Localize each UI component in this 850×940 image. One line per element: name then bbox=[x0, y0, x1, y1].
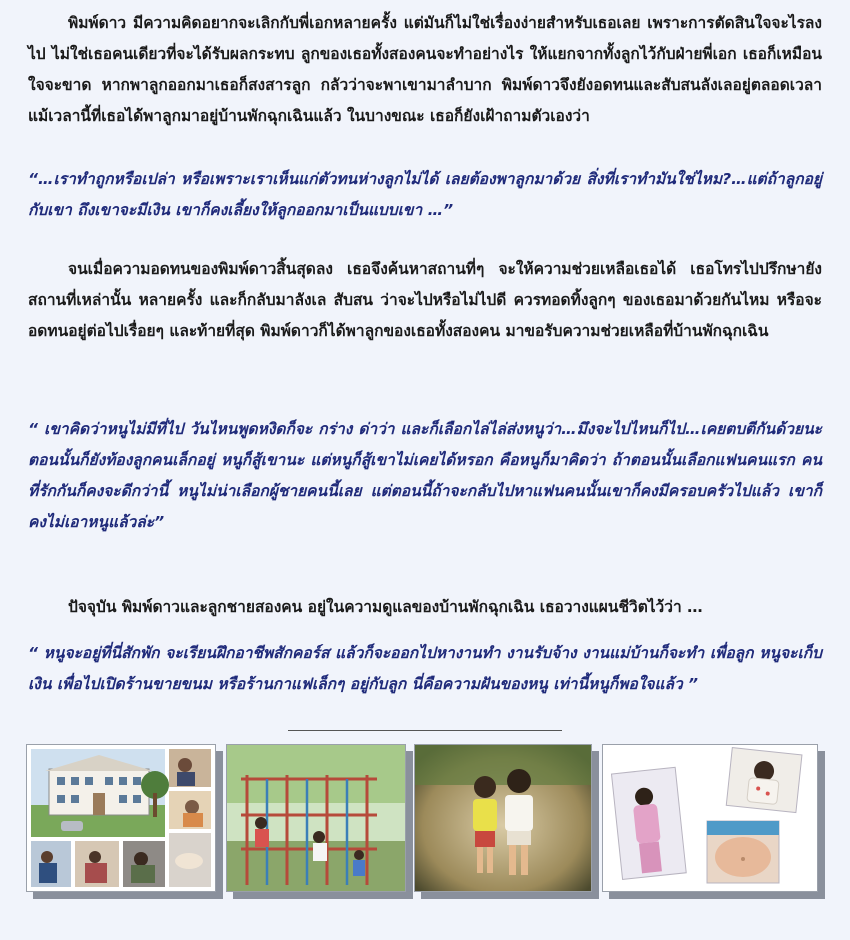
quote-doubt: “…เราทำถูกหรือเปล่า หรือเพราะเราเห็นแก่ตัวทนห่างลูกไม่ได้ เลยต้องพาลูกมาด้วย สิ่งที่เราทำมันใช่ไหม?…แต่ถ้าลูกอยู่กับเขา ถึงเขาจะมีเงิน เขาก็คงเลี้ยงให้ลูกออกมาเป็นแบบเขา …” bbox=[28, 170, 822, 219]
paragraph-decision: จนเมื่อความอดทนของพิมพ์ดาวสิ้นสุดลง เธอจึงค้นหาสถานที่ๆ จะให้ความช่วยเหลือเธอได้ เธอโทรไปปรึกษายังสถานที่เหล่านั้น หลายครั้ง และก็กลับมาลังเล สับสน ว่าจะไปหรือไม่ไปดี ควรทอดทิ้งลูกๆ ของเธอมาด้วยกันไหม หรือจะอดทนอยู่ต่อไปเรื่อยๆ และท้ายที่สุด พิมพ์ดาวก็ได้พาลูกของเธอทั้งสองคน มาขอรับความช่วยเหลือที่บ้านพักฉุกเฉิน bbox=[28, 260, 822, 340]
photo-collage-shelter bbox=[26, 744, 216, 892]
mother-collage-image bbox=[603, 745, 817, 891]
playground-image bbox=[227, 745, 405, 891]
photo-playground bbox=[226, 744, 406, 892]
paragraph-present: ปัจจุบัน พิมพ์ดาวและลูกชายสองคน อยู่ในความดูแลของบ้านพักฉุกเฉิน เธอวางแผนชีวิตไว้ว่า … bbox=[68, 598, 703, 616]
two-children-image bbox=[415, 745, 591, 891]
photo-collage-mother bbox=[602, 744, 818, 892]
section-divider bbox=[288, 730, 562, 731]
shelter-collage-image bbox=[27, 745, 215, 891]
paragraph-intro: พิมพ์ดาว มีความคิดอยากจะเลิกกับพี่เอกหลายครั้ง แต่มันก็ไม่ใช่เรื่องง่ายสำหรับเธอเลย เพราะการตัดสินใจจะไรลงไป ไม่ใช่เธอคนเดียวที่จะได้รับผลกระทบ ลูกของเธอทั้งสองคนจะทำอย่างไร ให้แยกจากทั้งลูกไว้กับฝ่ายพี่เอก เธอก็เหมือนใจจะขาด หากพาลูกออกมาเธอก็สงสารลูก กลัวว่าจะพาเขามาลำบาก พิมพ์ดาวจึงยังอดทนและสับสนลังเลอยู่ตลอดเวลา แม้เวลานี้ที่เธอได้พาลูกมาอยู่บ้านพักฉุกเฉินแล้ว ในบางขณะ เธอก็ยังเฝ้าถามตัวเองว่า bbox=[28, 14, 822, 125]
quote-abuse: “ เขาคิดว่าหนูไม่มีที่ไป วันไหนพูดหงิดก็จะ กร่าง ด่าว่า และก็เลือกไล่ไล่ส่งหนูว่า…มึงจะไปไหนก็ไป…เคยตบตีกันด้วยนะ ตอนนั้นก็ยังท้องลูกคนเล็กอยู่ หนูก็สู้เขานะ แต่หนูก็สู้เขาไม่เคยได้หรอก คือหนูก็มาคิดว่า ถ้าตอนนั้นเลือกแฟนคนแรก คนที่รักกันก็คงจะดีกว่านี้ หนูไม่น่าเลือกผู้ชายคนนี้เลย แต่ตอนนี้ถ้าจะกลับไปหาแฟนคนนั้นเขาก็คงมีครอบครัวไปแล้ว เขาก็คงไม่เอาหนูแล้วล่ะ” bbox=[28, 420, 822, 531]
quote-plan: “ หนูจะอยู่ที่นี่สักพัก จะเรียนฝึกอาชีพสักคอร์ส แล้วก็จะออกไปหางานทำ งานรับจ้าง งานแม่บ้านก็จะทำ เพื่อลูก หนูจะเก็บเงิน เพื่อไปเปิดร้านขายขนม หรือร้านกาแฟเล็กๆ อยู่กับลูก นี่คือความฝันของหนู เท่านี้หนูก็พอใจแล้ว ” bbox=[28, 644, 822, 693]
photo-two-children-walking bbox=[414, 744, 592, 892]
